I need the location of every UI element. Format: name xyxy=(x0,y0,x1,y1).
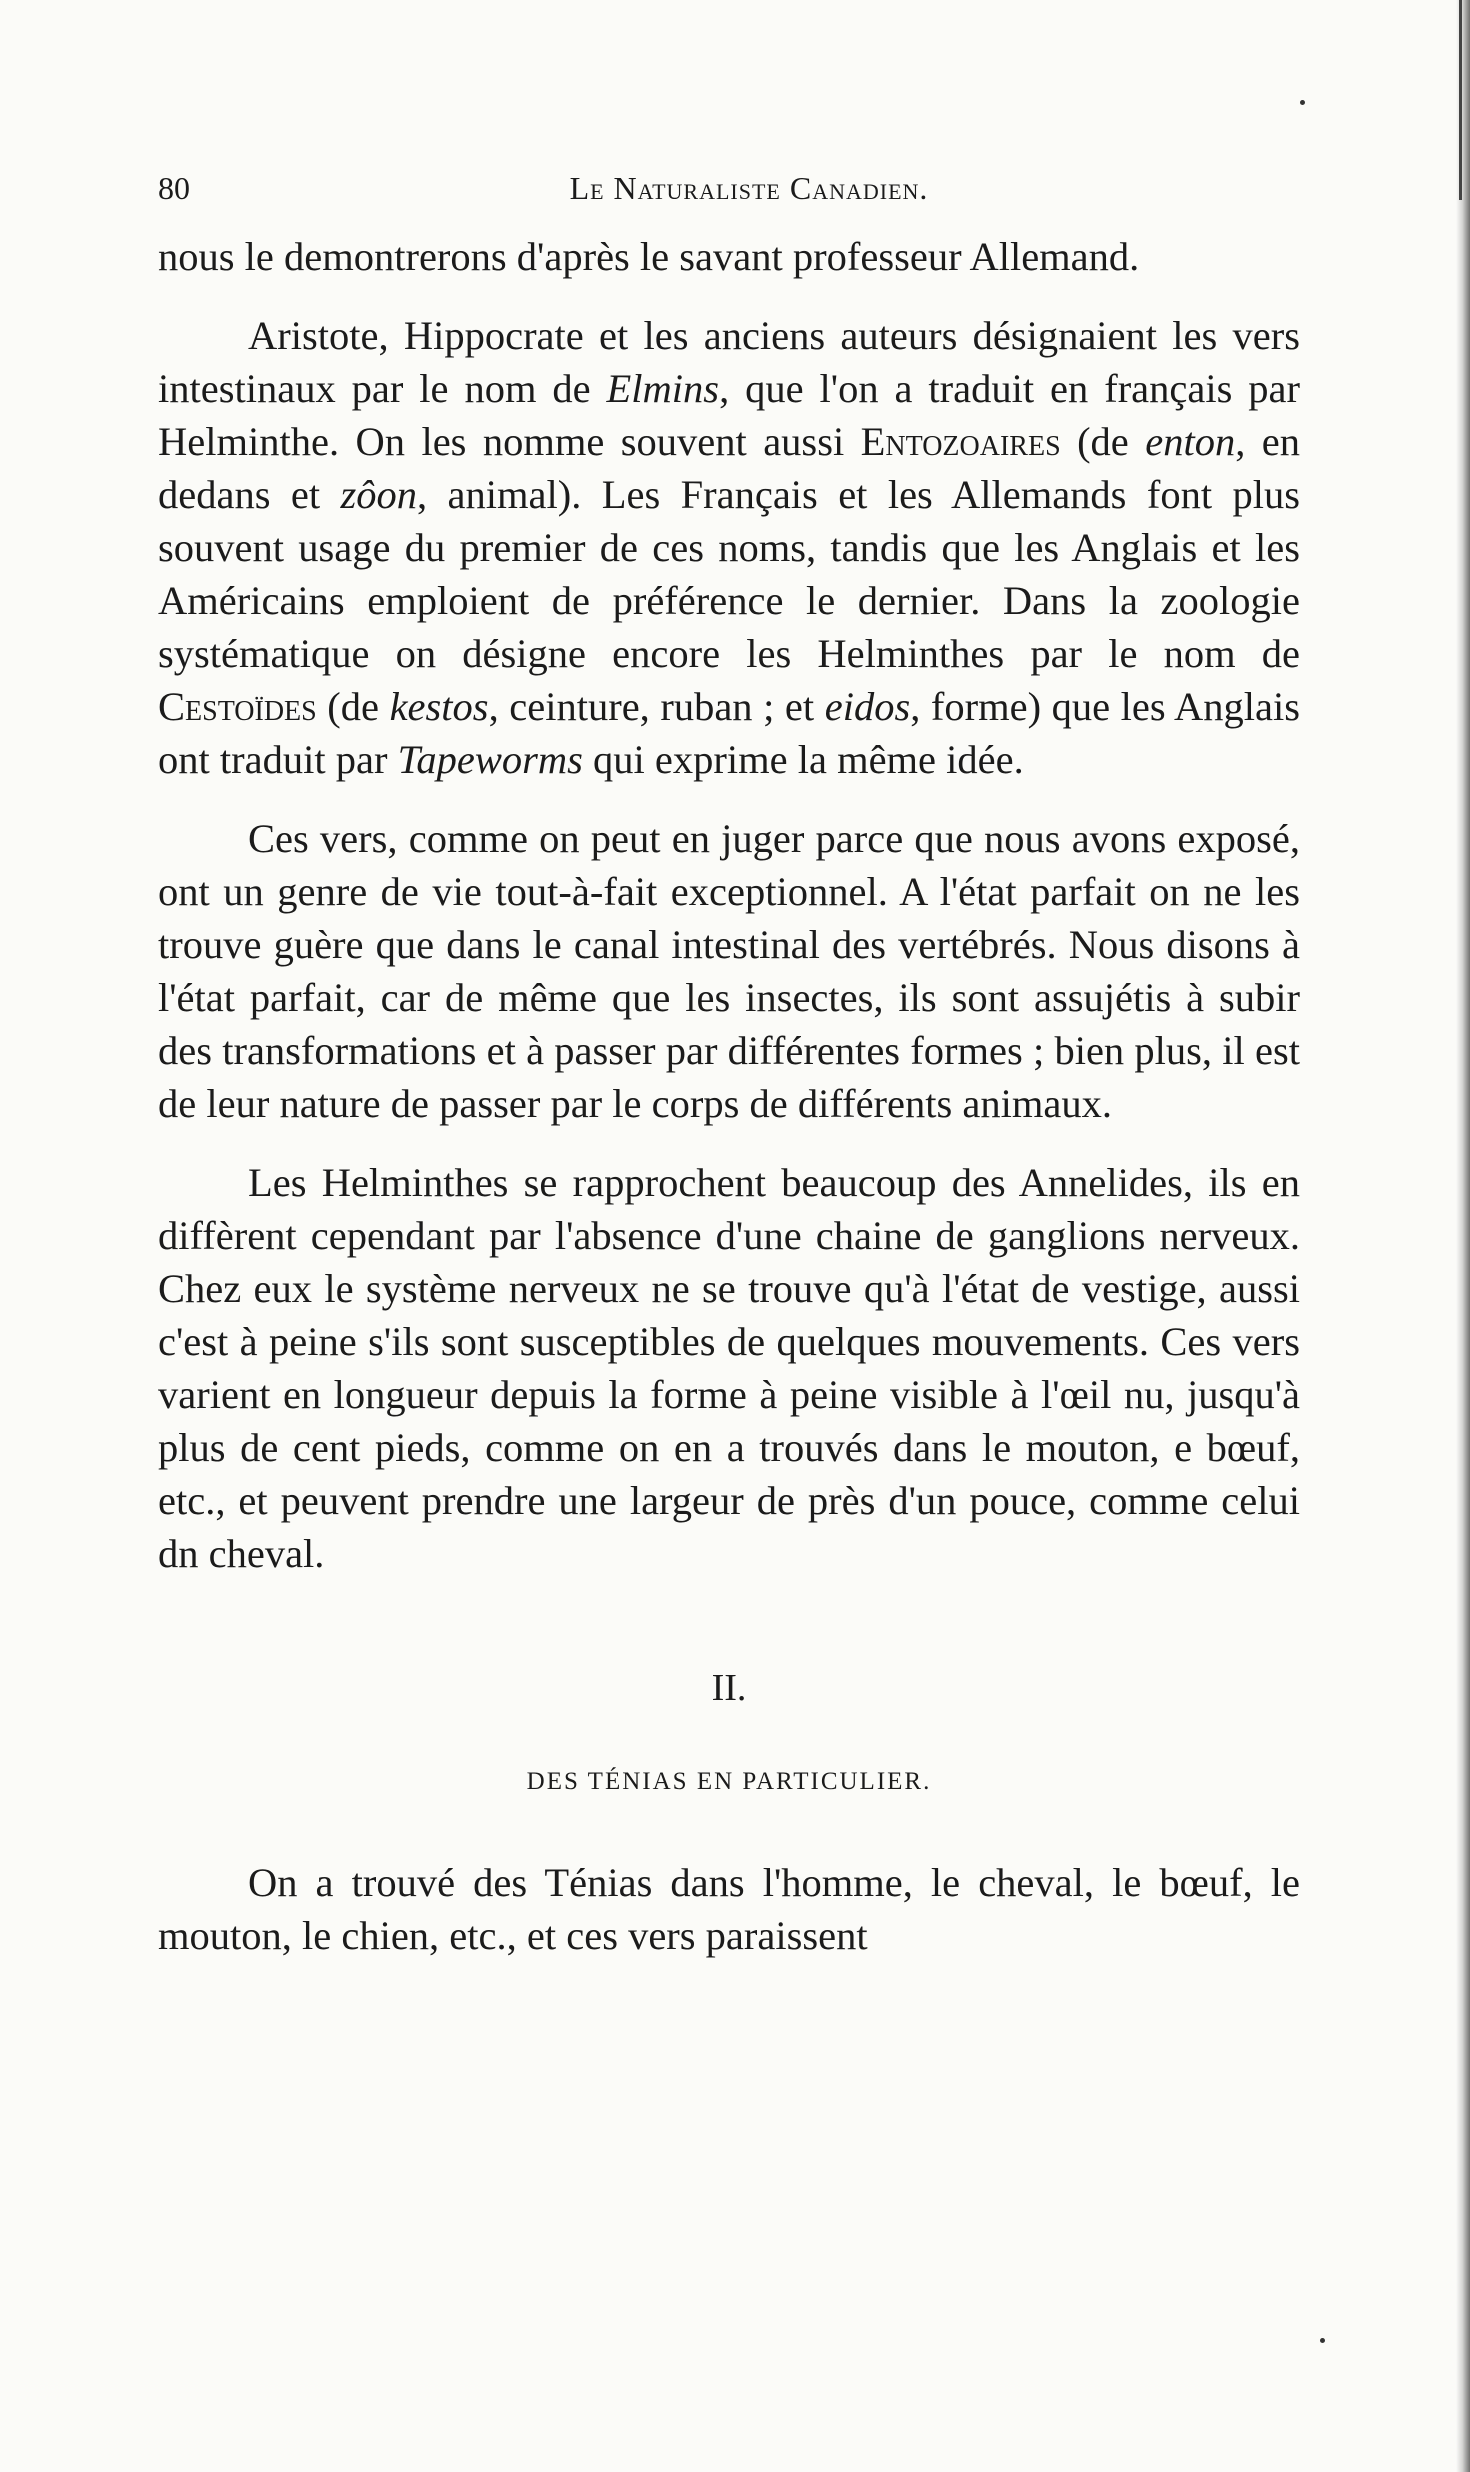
text-run: , en dedans et xyxy=(158,419,1300,517)
italic-term: kestos xyxy=(389,684,489,729)
text-run: (de xyxy=(316,684,390,729)
paragraph-continued: nous le demontrerons d'après le savant professeur Allemand. xyxy=(158,234,1140,279)
text-run: , forme) que les Anglais ont traduit par xyxy=(158,684,1300,782)
text-run: , que l'on a traduit en français par Helminthe. On les nomme souvent aussi xyxy=(158,366,1301,464)
book-page xyxy=(158,170,1300,1962)
italic-term: zôon xyxy=(340,472,417,517)
page-edge-shadow xyxy=(1456,0,1470,2472)
small-caps-term: Entozoaires xyxy=(860,419,1061,464)
small-caps-term: Cestoïdes xyxy=(158,684,317,729)
page-number: 80 xyxy=(158,170,190,206)
paragraph-ces-vers: Ces vers, comme on peut en juger parce que nous avons exposé, ont un genre de vie tout-à-fait exceptionnel. A l'état parfait on ne les trouve guère que dans le canal intestinal des vertébrés. Nous disons à l'état parfait, car de même que les insectes, ils sont assujétis à subir des transformations et à passer par différentes formes ; bien plus, il est de leur nature de passer par le corps de différents animaux. xyxy=(158,816,1300,1126)
scan-speck xyxy=(1300,100,1305,105)
italic-term: Elmins xyxy=(606,366,720,411)
italic-term: eidos xyxy=(824,684,911,729)
paragraph-helminthes: Les Helminthes se rapprochent beaucoup des Annelides, ils en diffèrent cependant par l'absence d'une chaine de ganglions nerveux. Chez eux le système nerveux ne se trouve qu'à l'état de vestige, aussi c'est à peine s'ils sont susceptibles de quelques mouvements. Ces vers varient en longueur depuis la forme à peine visible à l'œil nu, jusqu'à plus de cent pieds, comme on en a trouvés dans le mouton, e bœuf, etc., et peuvent prendre une largeur de près d'un pouce, comme celui dn cheval. xyxy=(158,1160,1300,1576)
section-number: II. xyxy=(711,1667,747,1709)
running-header xyxy=(158,170,1300,216)
paragraph-tenias: On a trouvé des Ténias dans l'homme, le cheval, le bœuf, le mouton, le chien, etc., et ces vers paraissent xyxy=(158,1860,1300,1958)
text-run: qui exprime la même idée. xyxy=(582,737,1024,782)
text-run: (de xyxy=(1060,419,1146,464)
text-run: , ceinture, ruban ; et xyxy=(488,684,825,729)
page-edge-line xyxy=(1459,0,1462,200)
text-run: Aristote, Hippocrate et les anciens auteurs désignaient les vers intestinaux par le nom de xyxy=(158,313,1300,411)
section-title: DES TÉNIAS EN PARTICULIER. xyxy=(526,1768,932,1795)
running-title: Le Naturaliste Canadien. xyxy=(569,170,929,206)
italic-term: Tapeworms xyxy=(397,737,583,782)
text-run: , animal). Les Français et les Allemands font plus souvent usage du premier de ces noms, tandis que les Anglais et les Américains emploient de préférence le dernier. Dans la zoologie systématique on désigne encore les Helminthes par le nom de xyxy=(158,472,1300,676)
italic-term: enton xyxy=(1145,419,1236,464)
scan-speck xyxy=(1320,2338,1325,2343)
paragraph-aristote xyxy=(158,309,1300,786)
